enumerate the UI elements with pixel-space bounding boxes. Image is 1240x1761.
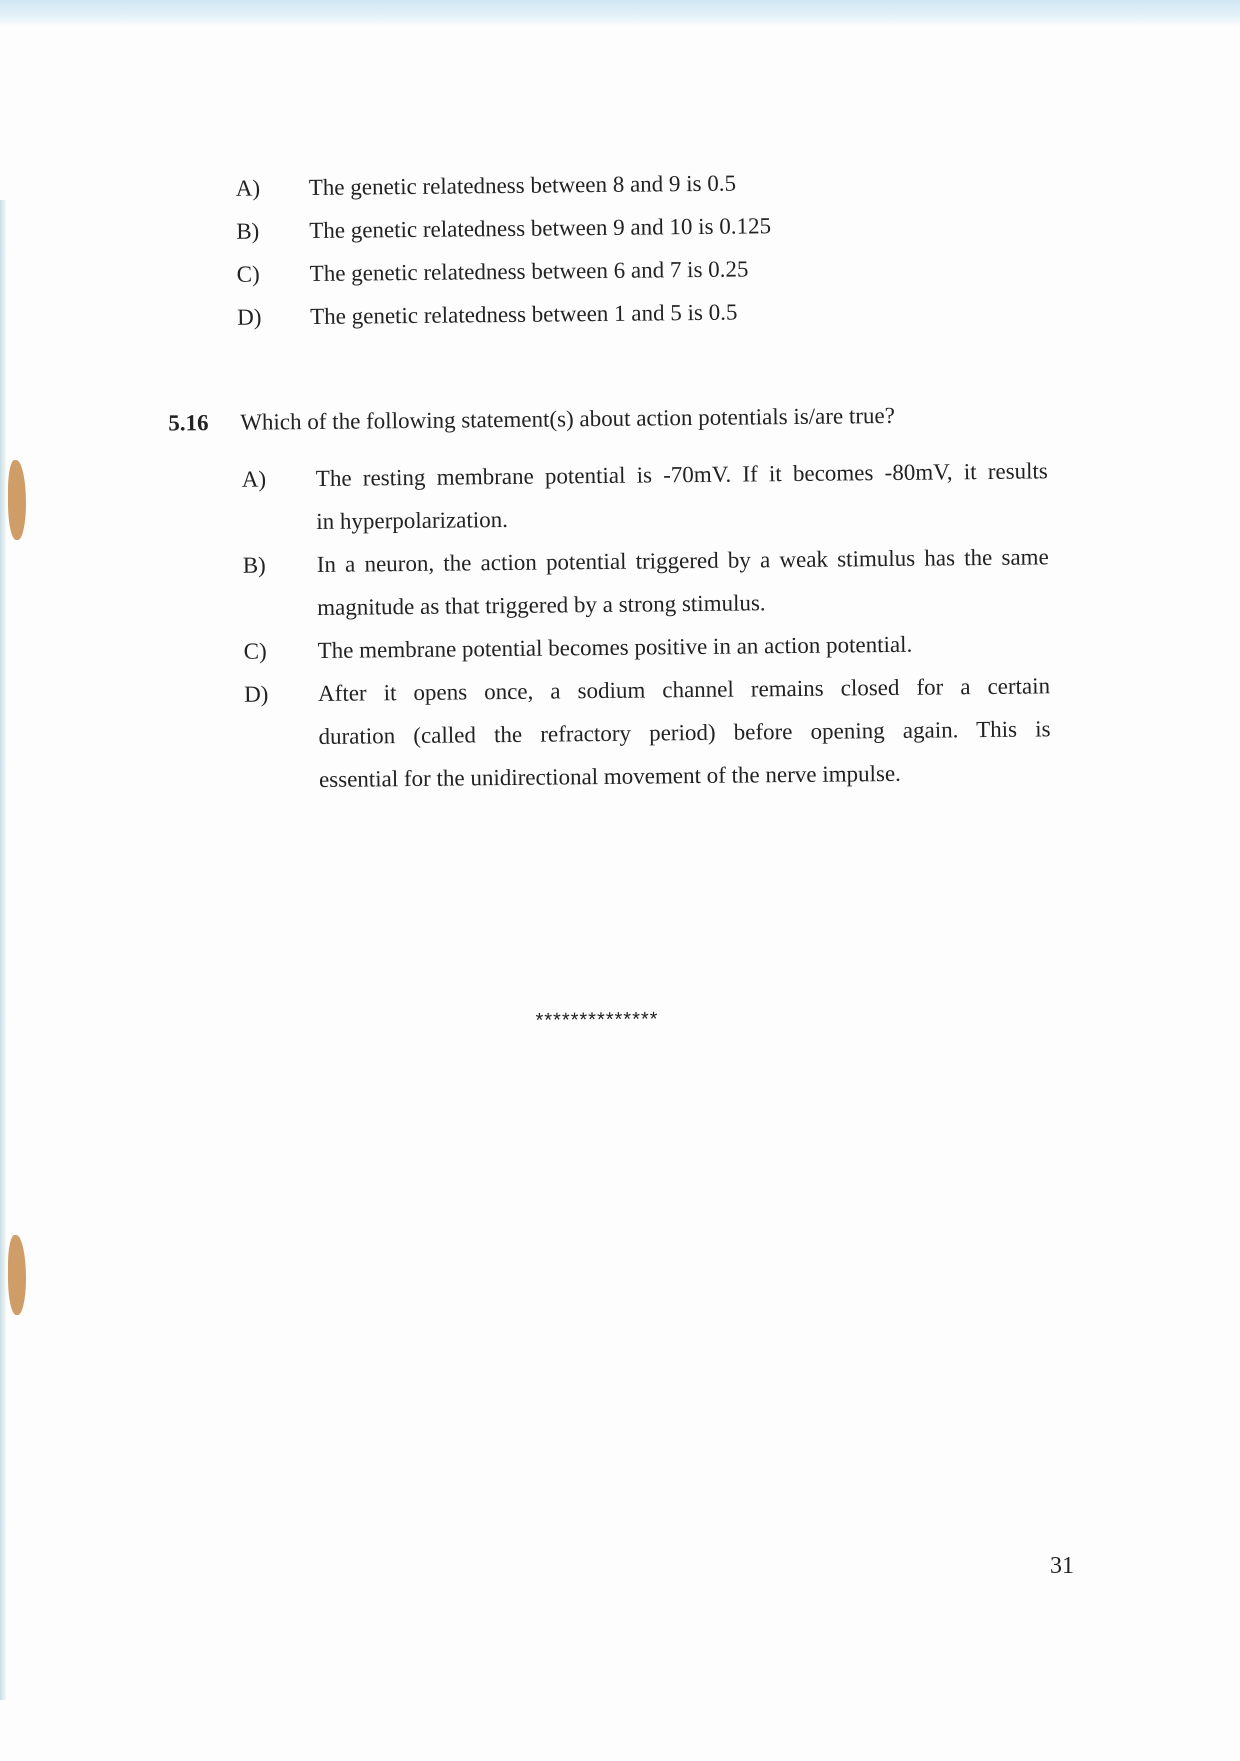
option-text: magnitude as that triggered by a strong stimulus. [317,590,766,620]
option-label: A) [241,466,267,492]
option-text: The resting membrane potential is -70mV. If it becomes -80mV, it results [315,458,1048,491]
page-number: 31 [1050,1553,1074,1579]
option-text: After it opens once, a sodium channel remains closed for a certain [317,673,1051,706]
option-text: in hyperpolarization. [316,506,509,534]
option-label: B) [242,552,266,578]
option-text: The genetic relatedness between 6 and 7 is 0.25 [309,256,749,287]
option-text: The genetic relatedness between 9 and 10 is 0.125 [309,213,772,244]
option-text: essential for the unidirectional movement of the nerve impulse. [318,760,901,792]
option-text: In a neuron, the action potential triggered by a weak stimulus has the same [316,544,1049,577]
option-text: The genetic relatedness between 8 and 9 is 0.5 [308,170,737,201]
option-label: C) [243,638,267,664]
question-number: 5.16 [168,410,209,436]
option-label: D) [243,681,269,707]
option-text: The membrane potential becomes positive in an action potential. [317,631,913,663]
end-separator: ************** [535,1008,659,1032]
option-text: duration (called the refractory period) before opening again. This is [318,716,1051,749]
option-label: D) [237,304,262,330]
question-stem: Which of the following statement(s) about action potentials is/are true? [240,402,896,435]
option-label: A) [235,175,261,201]
option-text: The genetic relatedness between 1 and 5 is 0.5 [310,299,738,330]
option-label: C) [236,261,260,287]
option-label: B) [236,218,260,244]
